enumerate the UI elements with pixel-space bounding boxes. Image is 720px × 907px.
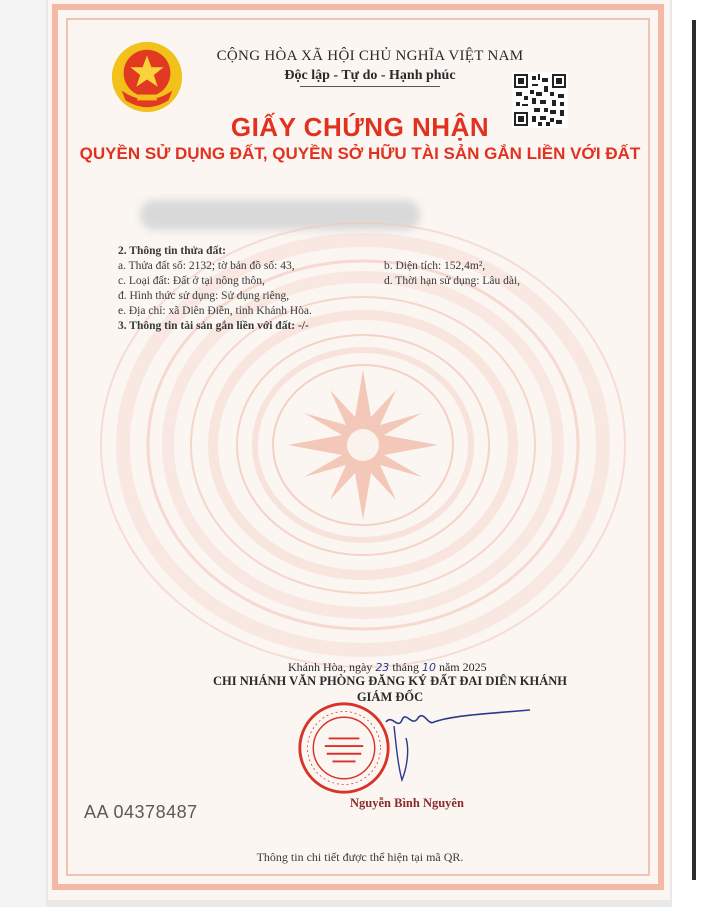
republic-heading: CỘNG HÒA XÃ HỘI CHỦ NGHĨA VIỆT NAM (216, 48, 524, 64)
left-background (0, 0, 46, 907)
issuing-office: CHI NHÁNH VĂN PHÒNG ĐĂNG KÝ ĐẤT ĐAI DIÊN KHÁNH (212, 674, 568, 688)
asset-info: 3. Thông tin tài sản gắn liền với đất: -/- (118, 320, 309, 332)
month-label: tháng (392, 660, 419, 674)
signer-position: GIÁM ĐỐC (356, 690, 424, 704)
certificate-subtitle: QUYỀN SỬ DỤNG ĐẤT, QUYỀN SỞ HỮU TÀI SẢN GẮN LIỀN VỚI ĐẤT (79, 144, 641, 163)
signing-date (288, 660, 487, 675)
next-page-edge (692, 20, 696, 880)
motto-underline (300, 86, 440, 87)
usage-term: d. Thời hạn sử dụng: Lâu dài, (384, 275, 521, 287)
right-background (672, 0, 720, 907)
signer-name: Nguyễn Bình Nguyên (350, 796, 464, 810)
serial-number: AA 04378487 (84, 802, 198, 822)
land-info-heading: 2. Thông tin thửa đất: (118, 245, 226, 257)
year-label: năm 2025 (438, 660, 487, 674)
official-seal-icon (296, 700, 392, 796)
motto: Độc lập - Tự do - Hạnh phúc (284, 68, 456, 83)
place-prefix: Khánh Hòa, ngày (288, 660, 373, 674)
signing-day: 23 (375, 661, 390, 674)
qr-footer-note: Thông tin chi tiết được thể hiện tại mã QR. (256, 850, 464, 864)
certificate-title: GIẤY CHỨNG NHẬN (230, 112, 490, 142)
parcel-number: a. Thửa đất số: 2132; tờ bản đồ số: 43, (118, 260, 295, 272)
signing-month: 10 (421, 661, 436, 674)
land-area: b. Diện tích: 152,4m², (384, 260, 486, 272)
land-type: c. Loại đất: Đất ở tại nông thôn, (118, 275, 265, 287)
handwritten-signature (380, 700, 560, 790)
usage-form: đ. Hình thức sử dụng: Sử dụng riêng, (118, 290, 290, 302)
land-address: e. Địa chỉ: xã Diên Điền, tỉnh Khánh Hòa. (118, 305, 312, 317)
national-emblem-icon (108, 38, 186, 116)
